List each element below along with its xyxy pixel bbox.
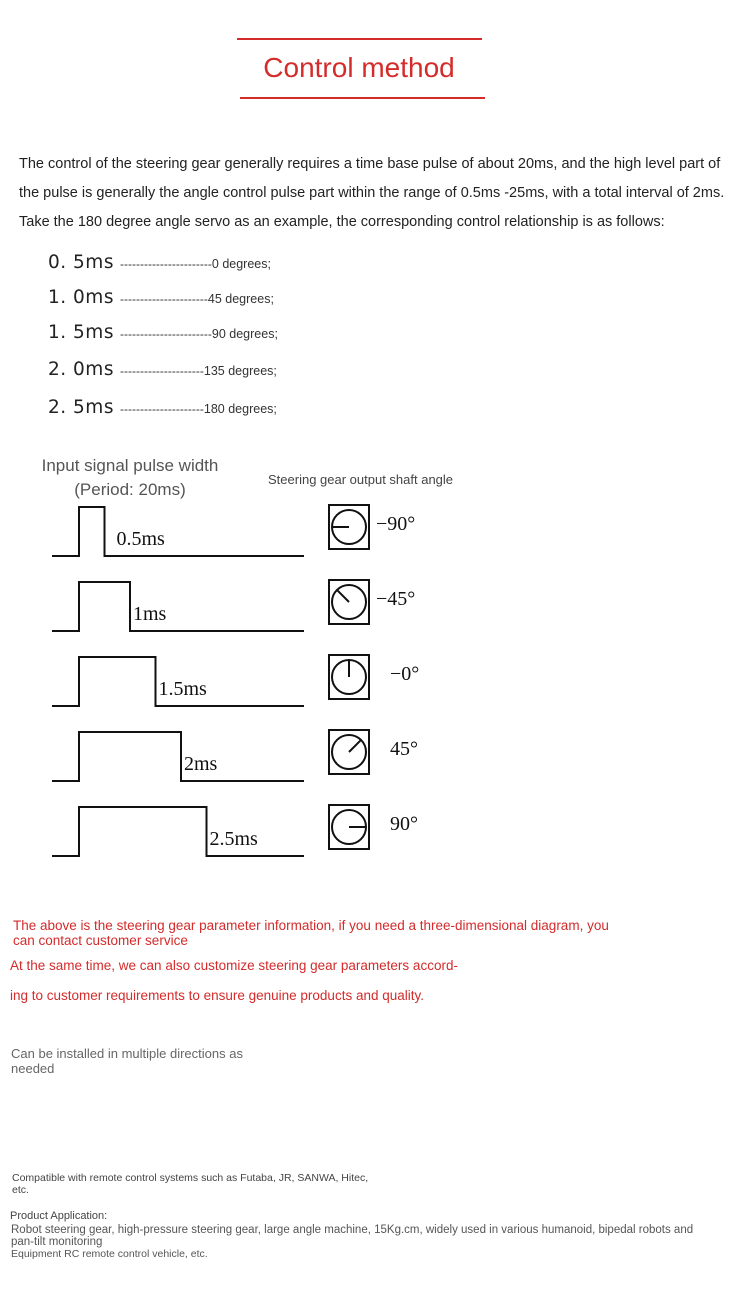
product-application-line-2: pan-tilt monitoring xyxy=(11,1236,103,1248)
product-application-heading: Product Application: xyxy=(10,1210,108,1222)
intro-line-2: the pulse is generally the angle control pulse part within the range of 0.5ms -25ms, with a total interval of 2ms. xyxy=(19,185,725,201)
mapping-dashes: --------------------- xyxy=(119,364,204,378)
mapping-angle: 135 degrees; xyxy=(203,364,277,378)
pulse-waveform xyxy=(52,507,304,556)
pulse-width-label: 1.5ms xyxy=(158,678,207,700)
service-note-line-1: The above is the steering gear parameter information, if you need a three-dimensional diagram, you xyxy=(13,918,609,933)
intro-line-3: Take the 180 degree angle servo as an example, the corresponding control relationship is as follows: xyxy=(19,214,665,230)
pulse-width-label: 0.5ms xyxy=(116,528,165,550)
output-angle-heading: Steering gear output shaft angle xyxy=(268,472,454,487)
shaft-angle-label: 45° xyxy=(390,738,418,760)
shaft-angle-label: 90° xyxy=(390,813,418,835)
mapping-pulse-width: 1. 5ms xyxy=(48,322,114,343)
mapping-pulse-width: 1. 0ms xyxy=(48,287,114,308)
mapping-angle: 180 degrees; xyxy=(203,402,277,416)
mapping-row xyxy=(48,397,277,418)
intro-line-1: The control of the steering gear generally requires a time base pulse of about 20ms, and the high level part of xyxy=(19,156,721,172)
shaft-angle-label: −0° xyxy=(390,663,420,685)
mapping-row xyxy=(48,287,274,308)
product-application-line-3: Equipment RC remote control vehicle, etc. xyxy=(11,1248,208,1260)
product-application-text xyxy=(11,1224,746,1260)
install-note-line-1: Can be installed in multiple directions as xyxy=(11,1046,243,1061)
customize-note-line-2: ing to customer requirements to ensure genuine products and quality. xyxy=(10,988,424,1003)
shaft-dial-pointer xyxy=(337,590,349,602)
input-signal-heading-line2: (Period: 20ms) xyxy=(74,480,186,499)
title-rule-bottom xyxy=(240,97,485,99)
shaft-angle-label: −45° xyxy=(376,588,416,610)
shaft-dial-pointer xyxy=(349,740,361,752)
compatibility-note xyxy=(12,1172,368,1196)
compatibility-line-1: Compatible with remote control systems such as Futaba, JR, SANWA, Hitec, xyxy=(12,1172,369,1184)
mapping-row xyxy=(48,359,277,380)
pulse-width-label: 2.5ms xyxy=(209,828,258,850)
mapping-angle: 90 degrees; xyxy=(211,327,278,341)
page-title: Control method xyxy=(263,52,455,83)
mapping-dashes: ----------------------- xyxy=(119,327,212,341)
pulse-width-label: 1ms xyxy=(133,603,167,625)
mapping-dashes: --------------------- xyxy=(119,402,204,416)
input-signal-heading-line1: Input signal pulse width xyxy=(41,456,219,475)
mapping-pulse-width: 2. 0ms xyxy=(48,359,114,380)
pulse-waveform xyxy=(52,582,304,631)
install-note-line-2: needed xyxy=(11,1061,55,1076)
title-rule-top xyxy=(237,38,482,40)
customize-note-line-1: At the same time, we can also customize steering gear parameters accord- xyxy=(10,958,458,973)
pulse-waveform xyxy=(52,807,304,856)
pulse-width-label: 2ms xyxy=(184,753,218,775)
pulse-diagram xyxy=(0,495,750,870)
mapping-angle: 0 degrees; xyxy=(211,257,271,271)
install-note xyxy=(11,1046,243,1076)
service-note-line-2: can contact customer service xyxy=(13,933,188,948)
compatibility-line-2: etc. xyxy=(12,1184,29,1196)
mapping-angle: 45 degrees; xyxy=(207,292,274,306)
product-application-line-1: Robot steering gear, high-pressure steering gear, large angle machine, 15Kg.cm, widely used in various humanoid, bipedal robots and xyxy=(11,1224,694,1236)
mapping-dashes: ---------------------- xyxy=(119,292,208,306)
pulse-waveform xyxy=(52,732,304,781)
mapping-pulse-width: 0. 5ms xyxy=(48,252,114,273)
shaft-angle-label: −90° xyxy=(376,513,416,535)
mapping-pulse-width: 2. 5ms xyxy=(48,397,114,418)
mapping-dashes: ----------------------- xyxy=(119,257,212,271)
mapping-row xyxy=(48,252,271,273)
mapping-row xyxy=(48,322,278,343)
